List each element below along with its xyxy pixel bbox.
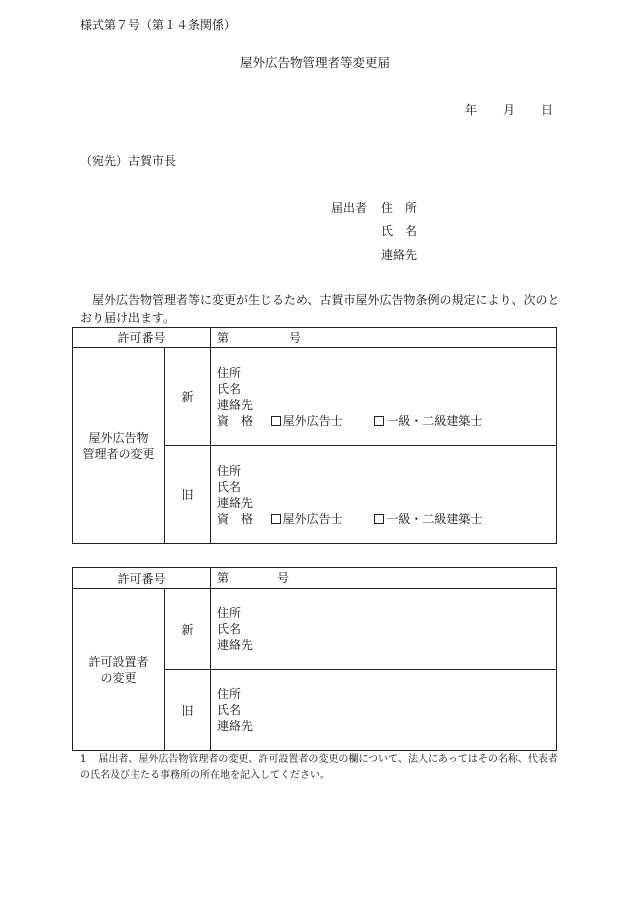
installer-change-label-line1: 許可設置者 (88, 654, 149, 669)
document-title: 屋外広告物管理者等変更届 (239, 55, 390, 70)
contact-label: 連絡先 (217, 638, 254, 652)
new-installer-info[interactable] (211, 589, 557, 670)
footnote-text: 届出者、屋外広告物管理者の変更、許可設置者の変更の欄について、法人にあってはその名称、代表者の氏名及び主たる事務所の所在地を記入してください。 (80, 754, 558, 781)
architect-checkbox[interactable] (374, 416, 384, 426)
outdoor-ad-specialist-checkbox[interactable] (271, 416, 281, 426)
addressee: （宛先）古賀市長 (80, 154, 177, 168)
footnote-number: 1 (80, 754, 87, 765)
architect-checkbox[interactable] (374, 514, 384, 524)
contact-label: 連絡先 (217, 495, 254, 510)
qualification-row (217, 511, 556, 527)
old-manager-info[interactable] (211, 446, 557, 544)
name-label: 氏名 (217, 479, 242, 494)
address-label: 住所 (217, 606, 242, 620)
address-label: 住所 (217, 687, 242, 701)
applicant-label: 届出者 (331, 201, 368, 215)
permit-number-field[interactable]: 第 号 (211, 328, 557, 348)
applicant-address-label: 住 所 (381, 201, 418, 215)
installer-change-label (73, 589, 165, 751)
manager-change-label-line2: 管理者の変更 (82, 446, 155, 461)
old-label: 旧 (165, 446, 211, 544)
date-day-label: 日 (541, 103, 554, 117)
outdoor-ad-specialist-label: 屋外広告士 (282, 413, 343, 428)
date-month-label: 月 (503, 103, 516, 117)
permit-number-label: 許可番号 (73, 328, 211, 348)
name-label: 氏名 (217, 381, 242, 396)
date-year-label: 年 (465, 103, 478, 117)
qualification-label: 資 格 (217, 413, 254, 428)
manager-change-label-line1: 屋外広告物 (88, 430, 149, 445)
permit-number-field[interactable]: 第 号 (211, 568, 557, 589)
address-label: 住所 (217, 365, 242, 380)
permit-number-label: 許可番号 (73, 568, 211, 589)
date-line (465, 101, 553, 118)
qualification-row (217, 413, 556, 429)
new-label: 新 (165, 348, 211, 446)
intro-text: 屋外広告物管理者等に変更が生じるため、古賀市屋外広告物条例の規定により、次のとおり届け出ます。 (80, 293, 560, 325)
applicant-name-label: 氏 名 (381, 224, 418, 238)
old-installer-info[interactable] (211, 670, 557, 751)
form-number: 様式第７号（第１４条関係） (80, 18, 237, 32)
new-label: 新 (165, 589, 211, 670)
manager-change-label (73, 348, 165, 544)
outdoor-ad-specialist-checkbox[interactable] (271, 514, 281, 524)
footnote (80, 752, 560, 784)
contact-label: 連絡先 (217, 719, 254, 733)
name-label: 氏名 (217, 622, 242, 636)
manager-change-table (72, 327, 557, 544)
new-manager-info[interactable] (211, 348, 557, 446)
name-label: 氏名 (217, 703, 242, 717)
contact-label: 連絡先 (217, 397, 254, 412)
outdoor-ad-specialist-label: 屋外広告士 (282, 511, 343, 526)
address-label: 住所 (217, 463, 242, 478)
installer-change-label-line2: の変更 (100, 670, 137, 685)
old-label: 旧 (165, 670, 211, 751)
applicant-contact-label: 連絡先 (381, 248, 418, 262)
installer-change-table (72, 567, 557, 751)
architect-label: 一級・二級建築士 (386, 511, 483, 526)
architect-label: 一級・二級建築士 (386, 413, 483, 428)
qualification-label: 資 格 (217, 511, 254, 526)
